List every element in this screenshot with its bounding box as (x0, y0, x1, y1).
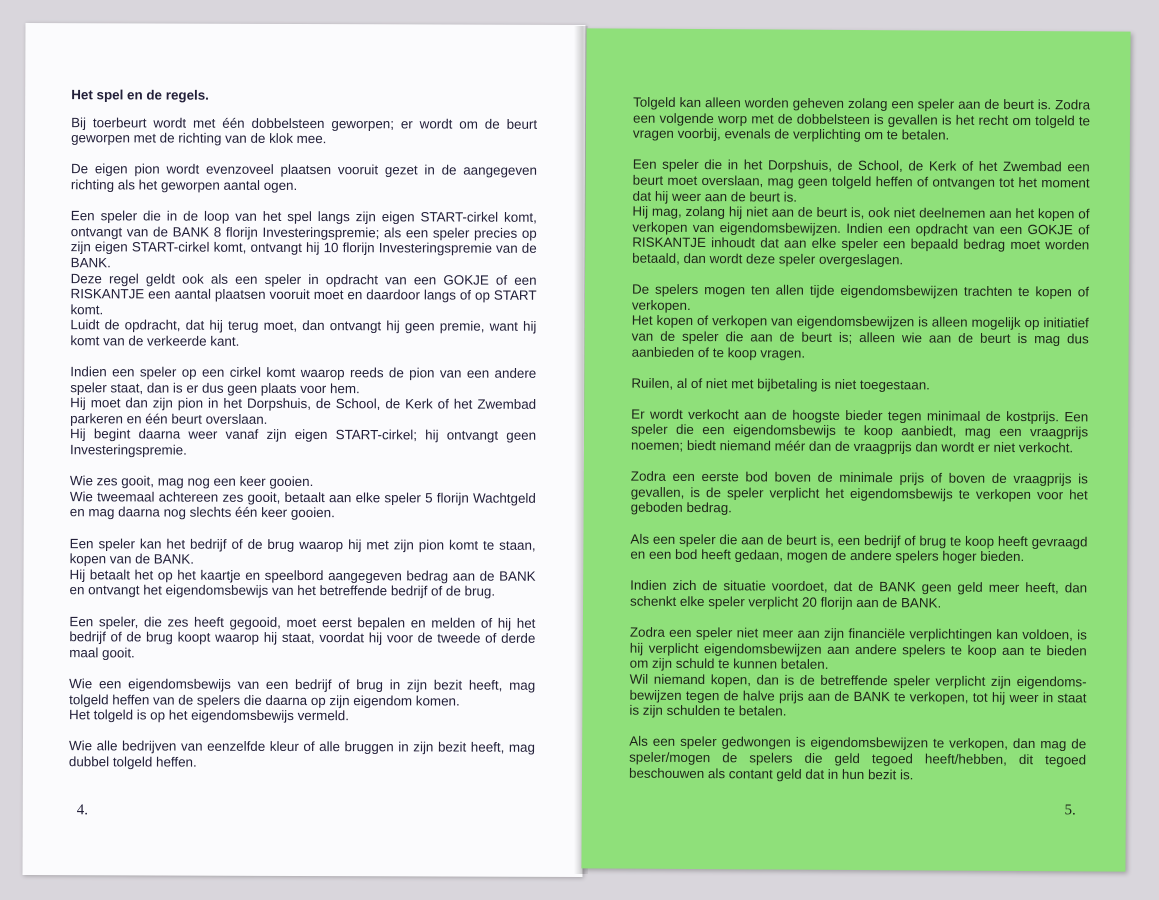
text-line: Hij mag, zolang hij niet aan de beurt is, ook niet deelnemen aan het kopen of verkopen van eigendomsbewijzen. Indien een opdracht van een GOKJE of RISKANTJE inhoudt dat aan elke speler een bepaald bedrag moet worden betaald, dan wordt deze speler overgeslagen. (632, 203, 1090, 268)
paragraph-forced-sale (629, 734, 1086, 784)
text-line: Er wordt verkocht aan de hoogste bieder tegen minimaal de kostprijs. Een speler die een eigendomsbewijs te koop aanbiedt, mag een vraagprijs noemen; biedt niemand méér dan de vraagprijs dan wordt er niet verkocht. (630, 406, 1089, 456)
text-line: Wil niemand kopen, dan is de betreffende speler verplicht zijn eigendoms-bewijzen tegen de halve prijs aan de BANK te verkopen, tot hij weer in staat is zijn schulden te betalen. (629, 671, 1087, 719)
paragraph-outbid (630, 531, 1087, 565)
text-line: Wie alle bedrijven van eenzelfde kleur of alle bruggen in zijn bezit heeft, mag dubbel tolgeld heffen. (68, 738, 535, 770)
text-line: Zodra een speler niet meer aan zijn financiële verplichtingen kan voldoen, is hij verplicht eigendomsbewijzen aan andere spelers te koop aan te bieden om zijn schuld te kunnen betalen. (629, 624, 1087, 673)
paragraph-buy-business (69, 536, 535, 600)
paragraph-double-toll (69, 739, 535, 772)
page-number: 4. (76, 802, 89, 819)
paragraph-debts (629, 625, 1087, 721)
section-title: Het spel en de regels. (71, 87, 209, 103)
text-line: Wie zes gooit, mag nog een keer gooien. (69, 473, 314, 490)
text-line: Luidt de opdracht, dat hij terug moet, dan ontvangt hij geen premie, want hij komt van de verkeerde kant. (70, 317, 537, 349)
text-line: Hij betaalt het op het kaartje en speelbord aangegeven bedrag aan de BANK en ontvangt het eigendomsbewijs van het betreffende bedrijf of de brug. (69, 566, 536, 600)
text-line: Zodra een eerste bod boven de minimale prijs of boven de vraagprijs is gevallen, is de speler verplicht het eigendomsbewijs te verkopen voor het geboden bedrag. (630, 468, 1088, 516)
paragraph-occupied-circle (70, 364, 536, 459)
text-line: Wie een eigendomsbewijs van een bedrijf of brug in zijn bezit heeft, mag tolgeld heffen van de spelers die daarna op zijn eigendom komen. (69, 676, 536, 709)
text-line: Indien een speler op een cirkel komt waarop reeds de pion van een andere speler staat, dan is er dus geen plaats voor hem. (70, 364, 537, 396)
paragraph-first-bid (631, 469, 1088, 519)
text-line: Ruilen, al of niet met bijbetaling is niet toegestaan. (631, 375, 930, 393)
paragraph-highest-bidder (631, 407, 1088, 457)
paragraph-six-decide (69, 614, 535, 662)
paragraph-no-swap (631, 375, 1088, 393)
text-line: Het tolgeld is op het eigendomsbewijs vermeld. (69, 707, 349, 724)
paragraph-start-premium (70, 208, 536, 350)
text-line: Als een speler gedwongen is eigendomsbewijzen te verkopen, dan mag de speler/mogen de spelers die geld tegoed heeft/hebben, dit tegoed beschouwen als contant geld dat in hun bezit is. (628, 733, 1087, 782)
text-line: Een speler, die zes heeft gegooid, moet eerst bepalen en melden of hij het bedrijf of de brug koopt waarop hij staat, voordat hij voor de tweede of derde maal gooit. (69, 613, 536, 661)
page-number: 5. (1064, 802, 1076, 819)
text-line: Bij toerbeurt wordt met één dobbelsteen geworpen; er wordt om de beurt geworpen met de richting van de klok mee. (71, 114, 538, 147)
paragraph-trade (632, 282, 1089, 363)
paragraph-turn-order (71, 115, 537, 148)
text-line: Wie tweemaal achtereen zes gooit, betaalt aan elke speler 5 florijn Wachtgeld en mag daarna nog slechts één keer gooien. (69, 489, 536, 521)
text-line: Tolgeld kan alleen worden geheven zolang een speler aan de beurt is. Zodra een volgende worp met de dobbelsteen is gevallen is het recht om tolgeld te vragen voorbij, evenals de verplichting om te betalen. (632, 94, 1091, 143)
text-line: Een speler die in het Dorpshuis, de School, de Kerk of het Zwembad een beurt moet overslaan, mag geen tolgeld heffen of ontvangen tot het moment dat hij weer aan de beurt is. (632, 157, 1090, 205)
text-line: Als een speler die aan de beurt is, een bedrijf of brug te koop heeft gevraagd en een bod heeft gedaan, mogen de andere spelers hoger bieden. (630, 531, 1088, 565)
text-line: Deze regel geldt ook als een speler in opdracht van een GOKJE of een RISKANTJE een aantal plaatsen vooruit moet en daardoor langs of op START komt. (70, 270, 537, 318)
text-line: De eigen pion wordt evenzoveel plaatsen vooruit gezet in de aangegeven richting als het geworpen aantal ogen. (70, 161, 538, 193)
text-line: Hij begint daarna weer vanaf zijn eigen START-cirkel; hij ontvangt geen Investeringspremie. (69, 426, 537, 458)
paragraph-toll-timing (633, 95, 1090, 145)
left-page (23, 23, 586, 877)
right-page (581, 28, 1130, 871)
text-line: Een speler kan het bedrijf of de brug waarop hij met zijn pion komt te staan, kopen van de BANK. (69, 535, 536, 567)
text-line: Het kopen of verkopen van eigendomsbewijzen is alleen mogelijk op initiatief van de speler die aan de beurt is; alleen wie aan de beurt is mag dus aanbieden of te koop vragen. (631, 312, 1089, 361)
paragraph-bank-empty (630, 578, 1087, 612)
text-line: Hij moet dan zijn pion in het Dorpshuis, de School, de Kerk of het Zwembad parkeren en één beurt overslaan. (70, 395, 537, 427)
paragraph-toll (69, 676, 535, 724)
text-line: De spelers mogen ten allen tijde eigendomsbewijzen trachten te kopen of verkopen. (631, 281, 1090, 313)
paragraph-six-rolled (70, 473, 536, 521)
text-line: Een speler die in de loop van het spel langs zijn eigen START-cirkel komt, ontvangt van de BANK 8 florijn Investeringspremie; als een speler precies op zijn eigen START-cirkel komt, ontvangt hij 10 florijn Investeringspremie van de BANK. (70, 208, 537, 271)
paragraph-move-pion (71, 162, 537, 195)
text-line: Indien zich de situatie voordoet, dat de BANK geen geld meer heeft, dan schenkt elke speler verplicht 20 florijn aan de BANK. (630, 578, 1088, 611)
paragraph-skip-turn (632, 157, 1090, 269)
